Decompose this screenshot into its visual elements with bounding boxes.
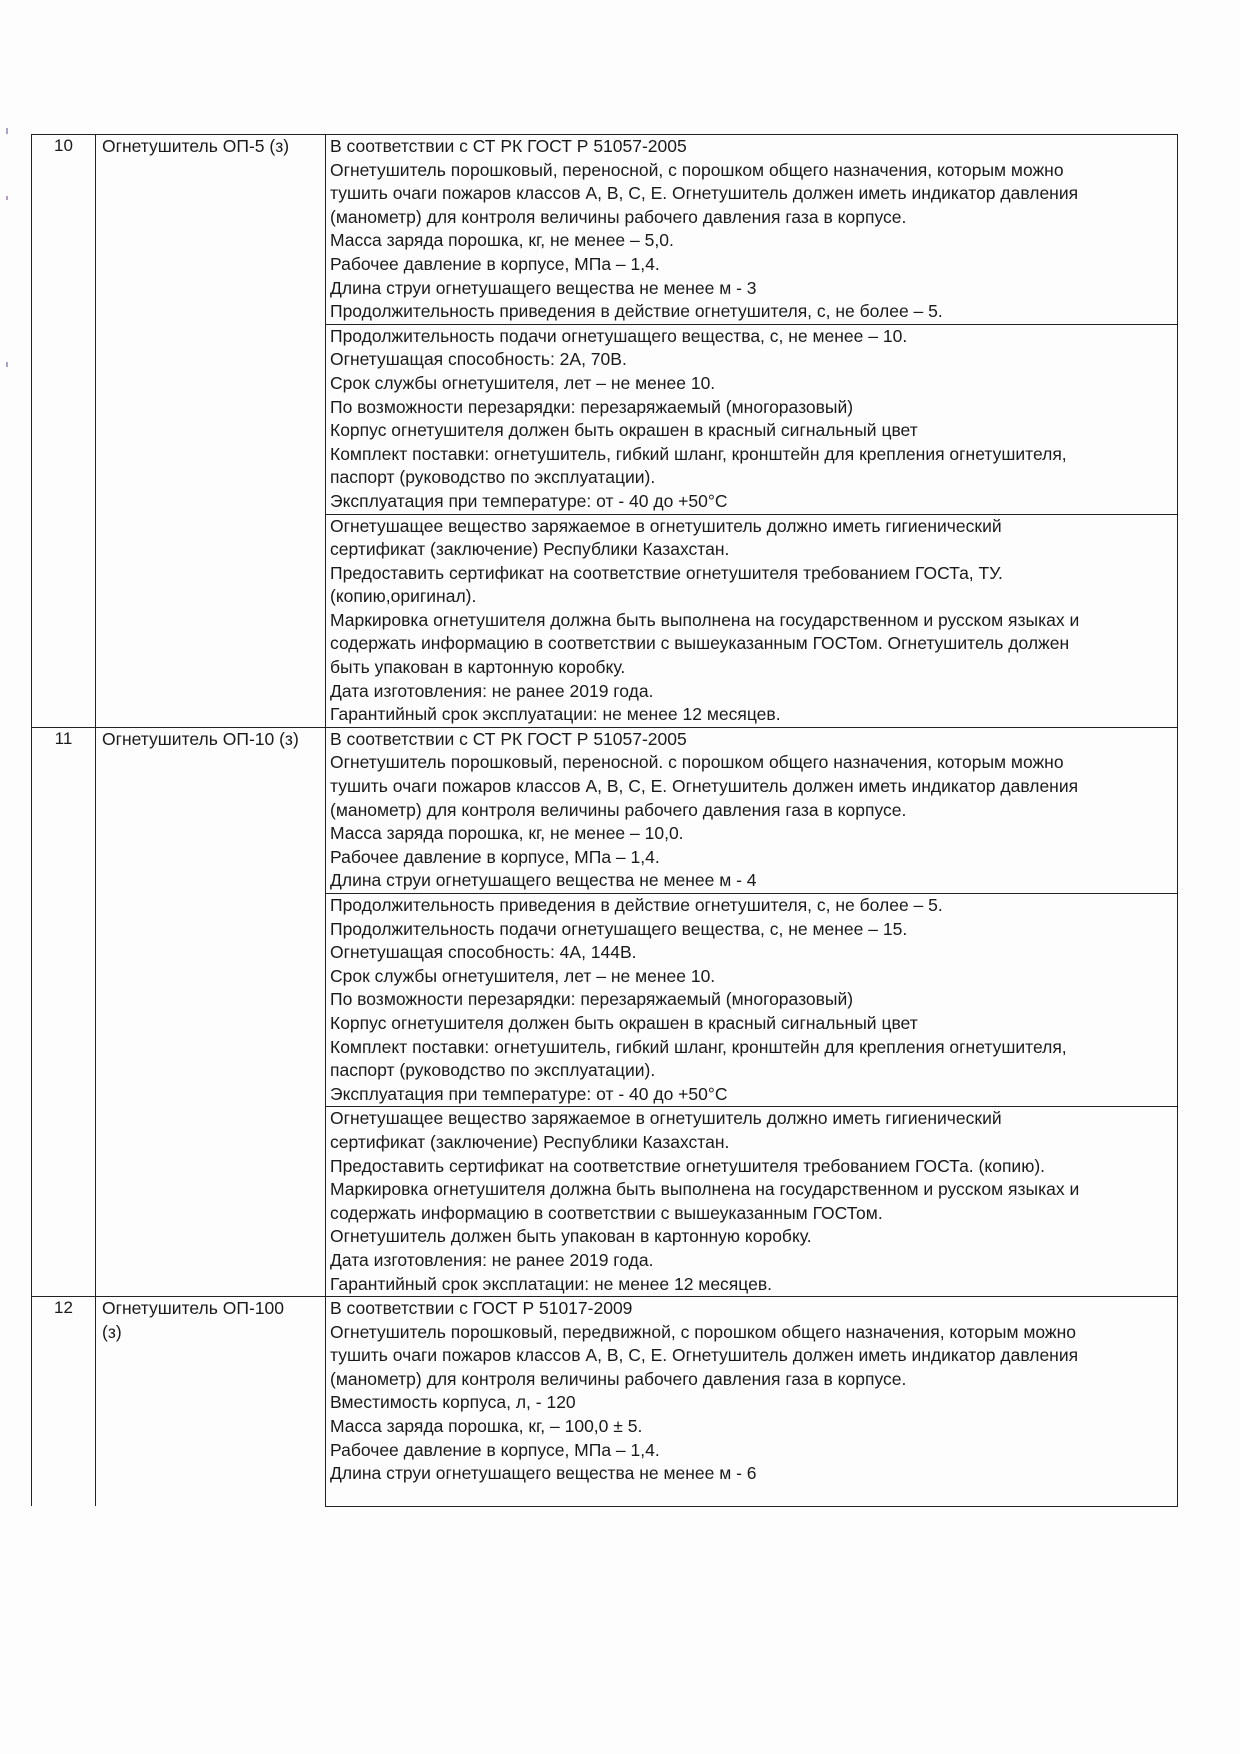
description-line: паспорт (руководство по эксплуатации). — [330, 1060, 656, 1081]
scan-margin-mark — [6, 362, 8, 367]
item-name-cell — [96, 727, 326, 1296]
description-block — [326, 1107, 1177, 1296]
description-line: Масса заряда порошка, кг, не менее – 10,0. — [330, 823, 684, 844]
description-line: Длина струи огнетушащего вещества не менее м - 3 — [330, 277, 757, 298]
item-name-cell — [96, 135, 326, 728]
description-line: Длина струи огнетушащего вещества не менее м - 4 — [330, 870, 757, 891]
description-line: Продолжительность приведения в действие огнетушителя, с, не более – 5. — [330, 301, 943, 322]
description-line: В соответствии с СТ РК ГОСТ Р 51057-2005 — [330, 728, 687, 749]
description-line: Огнетушитель порошковый, передвижной, с порошком общего назначения, которым можно — [330, 1321, 1077, 1342]
item-name: Огнетушитель ОП-5 (з) — [102, 136, 290, 156]
description-line: Продолжительность приведения в действие огнетушителя, с, не более – 5. — [330, 895, 943, 915]
description-line: быть упакован в картонную коробку. — [330, 657, 626, 678]
table-row — [32, 1297, 1178, 1507]
description-line: Вместимость корпуса, л, - 120 — [330, 1392, 576, 1413]
table-row — [32, 727, 1178, 1296]
description-line: Маркировка огнетушителя должна быть выполнена на государственном и русском языках и — [330, 609, 1080, 630]
description-line: содержать информацию в соответствии с вышеуказанным ГОСТом. — [330, 1202, 883, 1223]
item-number: 11 — [54, 728, 73, 748]
description-line: тушить очаги пожаров классов А, В, С, Е. Огнетушитель должен иметь индикатор давления — [330, 776, 1079, 797]
description-line: паспорт (руководство по эксплуатации). — [330, 467, 656, 488]
description-line: По возможности перезарядки: перезаряжаемый (многоразовый) — [330, 989, 854, 1010]
description-line: Комплект поставки: огнетушитель, гибкий шланг, кронштейн для крепления огнетушителя, — [330, 1036, 1067, 1057]
description-line: Предоставить сертификат на соответствие огнетушителя требованием ГОСТа. (копию). — [330, 1155, 1046, 1176]
description-line: В соответствии с ГОСТ Р 51017-2009 — [330, 1298, 633, 1319]
specification-table — [31, 134, 1178, 1507]
description-line: Рабочее давление в корпусе, МПа – 1,4. — [330, 846, 660, 867]
description-line: Предоставить сертификат на соответствие огнетушителя требованием ГОСТа, ТУ. — [330, 562, 1003, 583]
item-description-cell — [326, 1297, 1178, 1507]
description-line: Продолжительность подачи огнетушащего вещества, с, не менее – 10. — [330, 325, 908, 346]
description-line: Огнетушитель порошковый, переносной. с порошком общего назначения, которым можно — [330, 752, 1064, 773]
description-line: тушить очаги пожаров классов А, В, С, Е. Огнетушитель должен иметь индикатор давления — [330, 1345, 1079, 1366]
description-line: Рабочее давление в корпусе, МПа – 1,4. — [330, 253, 660, 274]
item-number: 12 — [54, 1298, 73, 1318]
description-line: Рабочее давление в корпусе, МПа – 1,4. — [330, 1439, 660, 1460]
description-block — [326, 515, 1177, 727]
description-line: Эксплуатация при температуре: от - 40 до +50°С — [330, 1083, 728, 1104]
item-description-cell — [326, 135, 1178, 728]
item-number: 10 — [54, 136, 73, 155]
description-line: Дата изготовления: не ранее 2019 года. — [330, 680, 654, 701]
description-line: Огнетушащая способность: 2А, 70В. — [330, 349, 627, 370]
description-line: тушить очаги пожаров классов А, В, С, Е. Огнетушитель должен иметь индикатор давления — [330, 183, 1079, 204]
description-line: (манометр) для контроля величины рабочего давления газа в корпусе. — [330, 1368, 907, 1389]
description-block — [326, 894, 1177, 1107]
scan-margin-mark — [6, 196, 8, 200]
description-block — [326, 728, 1177, 894]
description-line: (манометр) для контроля величины рабочего давления газа в корпусе. — [330, 206, 907, 227]
description-line: Продолжительность подачи огнетушащего вещества, с, не менее – 15. — [330, 918, 908, 939]
table-row — [32, 135, 1178, 728]
item-number-cell — [32, 135, 96, 728]
description-line: Огнетушащее вещество заряжаемое в огнетушитель должно иметь гигиенический — [330, 515, 1002, 536]
description-line: Гарантийный срок эксплуатации: не менее 12 месяцев. — [330, 704, 781, 725]
item-number-cell — [32, 1297, 96, 1507]
item-name: Огнетушитель ОП-100 (з) — [102, 1298, 284, 1342]
description-line: Масса заряда порошка, кг, – 100,0 ± 5. — [330, 1416, 643, 1437]
description-line: Корпус огнетушителя должен быть окрашен в красный сигнальный цвет — [330, 1012, 918, 1033]
description-block — [326, 1297, 1177, 1486]
description-line: Дата изготовления: не ранее 2019 года. — [330, 1249, 654, 1270]
description-line: Длина струи огнетушащего вещества не менее м - 6 — [330, 1463, 757, 1484]
description-line: Срок службы огнетушителя, лет – не менее 10. — [330, 965, 716, 986]
item-name: Огнетушитель ОП-10 (з) — [102, 728, 299, 749]
description-line: Комплект поставки: огнетушитель, гибкий шланг, кронштейн для крепления огнетушителя, — [330, 443, 1067, 464]
description-line: сертификат (заключение) Республики Казахстан. — [330, 1131, 730, 1152]
description-line: Масса заряда порошка, кг, не менее – 5,0. — [330, 230, 674, 251]
item-description-cell — [326, 727, 1178, 1296]
description-line: Срок службы огнетушителя, лет – не менее 10. — [330, 372, 716, 393]
description-line: (манометр) для контроля величины рабочего давления газа в корпусе. — [330, 799, 907, 820]
description-line: По возможности перезарядки: перезаряжаемый (многоразовый) — [330, 396, 854, 417]
description-line: Эксплуатация при температуре: от - 40 до +50°С — [330, 490, 728, 511]
description-line: Огнетушащая способность: 4А, 144В. — [330, 942, 637, 963]
description-line: содержать информацию в соответствии с вышеуказанным ГОСТом. Огнетушитель должен — [330, 633, 1070, 654]
description-line: Огнетушитель должен быть упакован в картонную коробку. — [330, 1226, 812, 1247]
description-line: (копию,оригинал). — [330, 586, 477, 607]
description-line: В соответствии с СТ РК ГОСТ Р 51057-2005 — [330, 136, 687, 156]
description-line: Огнетушитель порошковый, переносной, с порошком общего назначения, которым можно — [330, 159, 1064, 180]
item-number-cell — [32, 727, 96, 1296]
description-line: Корпус огнетушителя должен быть окрашен в красный сигнальный цвет — [330, 420, 918, 441]
description-block — [326, 135, 1177, 325]
description-line: Гарантийный срок эксплатации: не менее 12 месяцев. — [330, 1273, 773, 1294]
description-line: Маркировка огнетушителя должна быть выполнена на государственном и русском языках и — [330, 1179, 1080, 1200]
description-line: Огнетушащее вещество заряжаемое в огнетушитель должно иметь гигиенический — [330, 1108, 1002, 1129]
description-line: сертификат (заключение) Республики Казахстан. — [330, 539, 730, 560]
description-block — [326, 325, 1177, 515]
item-name-cell — [96, 1297, 326, 1507]
scan-margin-mark — [6, 128, 8, 134]
